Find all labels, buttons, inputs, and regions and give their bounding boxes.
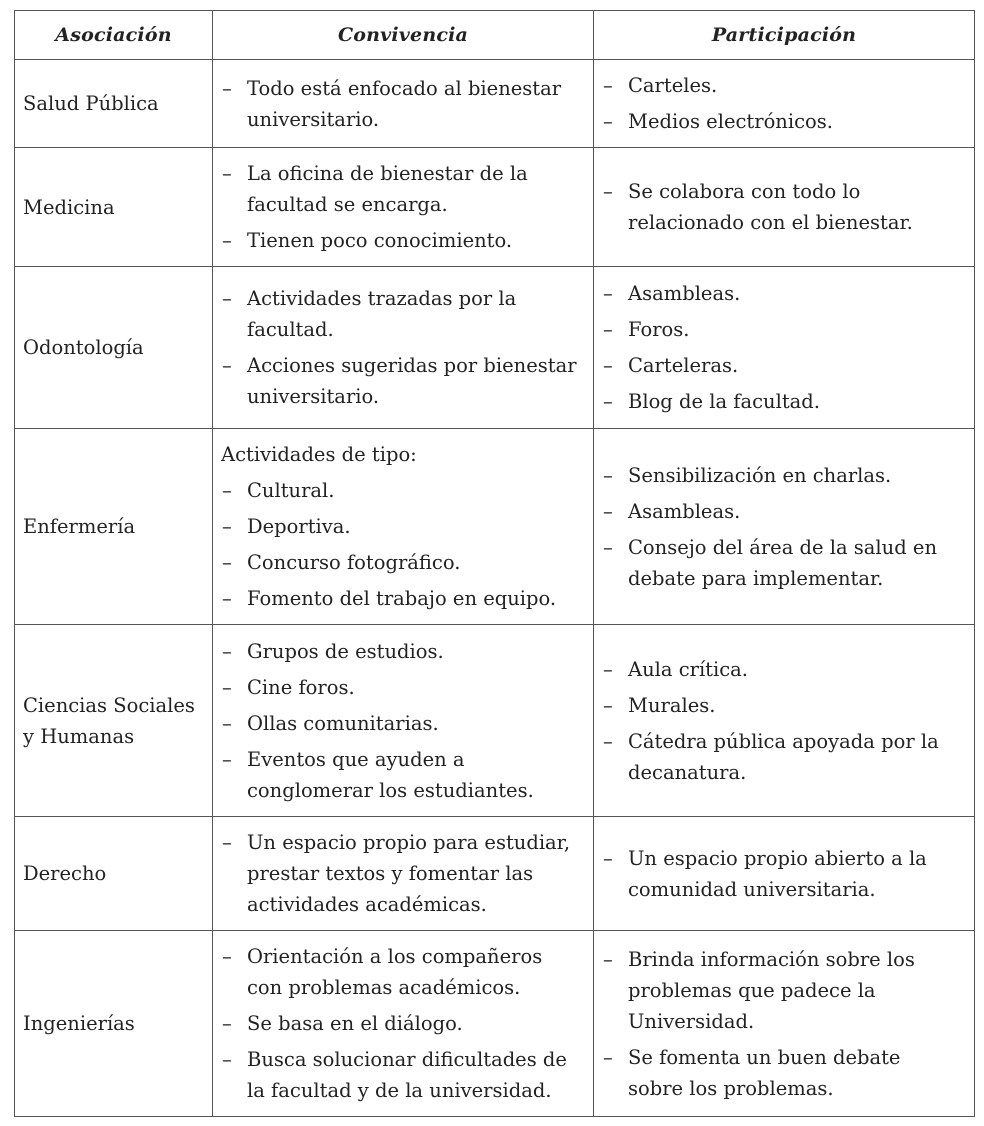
associations-table bbox=[14, 10, 975, 1117]
table-header-row bbox=[15, 11, 975, 60]
list-item: – Carteles. bbox=[602, 70, 960, 101]
participacion-list bbox=[602, 176, 960, 238]
participacion-list bbox=[602, 944, 960, 1104]
asociacion-cell: Ciencias Sociales y Humanas bbox=[15, 625, 213, 817]
list-item: – Un espacio propio abierto a la comunidad universitaria. bbox=[602, 843, 960, 905]
list-item: – Grupos de estudios. bbox=[221, 636, 579, 667]
list-item: – Actividades trazadas por la facultad. bbox=[221, 283, 579, 345]
convivencia-cell bbox=[213, 817, 594, 931]
participacion-cell bbox=[594, 60, 975, 148]
asociacion-cell: Enfermería bbox=[15, 429, 213, 625]
convivencia-list bbox=[221, 73, 579, 135]
convivencia-cell bbox=[213, 60, 594, 148]
participacion-cell bbox=[594, 429, 975, 625]
list-item: – Brinda información sobre los problemas que padece la Universidad. bbox=[602, 944, 960, 1037]
header-asociacion: Asociación bbox=[15, 11, 213, 60]
list-item: – Cultural. bbox=[221, 475, 579, 506]
list-item: – Foros. bbox=[602, 314, 960, 345]
participacion-list bbox=[602, 70, 960, 137]
table-row bbox=[15, 931, 975, 1117]
participacion-cell bbox=[594, 625, 975, 817]
list-item: – Murales. bbox=[602, 690, 960, 721]
convivencia-cell bbox=[213, 931, 594, 1117]
list-item: – Eventos que ayuden a conglomerar los estudiantes. bbox=[221, 744, 579, 806]
participacion-cell bbox=[594, 267, 975, 429]
table-row bbox=[15, 267, 975, 429]
convivencia-list bbox=[221, 827, 579, 920]
convivencia-cell bbox=[213, 625, 594, 817]
convivencia-list bbox=[221, 941, 579, 1106]
list-item: – La oficina de bienestar de la facultad se encarga. bbox=[221, 158, 579, 220]
table-row bbox=[15, 60, 975, 148]
participacion-list bbox=[602, 278, 960, 417]
list-item: – Consejo del área de la salud en debate para implementar. bbox=[602, 532, 960, 594]
convivencia-list bbox=[221, 475, 579, 614]
header-convivencia: Convivencia bbox=[213, 11, 594, 60]
convivencia-list bbox=[221, 158, 579, 256]
participacion-cell bbox=[594, 817, 975, 931]
list-item: – Aula crítica. bbox=[602, 654, 960, 685]
list-item: – Cine foros. bbox=[221, 672, 579, 703]
list-item: – Asambleas. bbox=[602, 496, 960, 527]
table-row bbox=[15, 625, 975, 817]
asociacion-cell: Medicina bbox=[15, 148, 213, 267]
list-item: – Un espacio propio para estudiar, prestar textos y fomentar las actividades académicas. bbox=[221, 827, 579, 920]
convivencia-cell bbox=[213, 148, 594, 267]
convivencia-list bbox=[221, 283, 579, 412]
participacion-cell bbox=[594, 931, 975, 1117]
list-item: – Medios electrónicos. bbox=[602, 106, 960, 137]
list-item: – Sensibilización en charlas. bbox=[602, 460, 960, 491]
asociacion-cell: Ingenierías bbox=[15, 931, 213, 1117]
list-item: – Fomento del trabajo en equipo. bbox=[221, 583, 579, 614]
list-item: – Orientación a los compañeros con problemas académicos. bbox=[221, 941, 579, 1003]
convivencia-cell bbox=[213, 267, 594, 429]
convivencia-intro: Actividades de tipo: bbox=[221, 443, 417, 466]
table-row bbox=[15, 148, 975, 267]
list-item: – Todo está enfocado al bienestar universitario. bbox=[221, 73, 579, 135]
associations-table-container bbox=[14, 10, 974, 1117]
header-participacion: Participación bbox=[594, 11, 975, 60]
list-item: – Acciones sugeridas por bienestar universitario. bbox=[221, 350, 579, 412]
convivencia-list bbox=[221, 636, 579, 806]
convivencia-cell bbox=[213, 429, 594, 625]
asociacion-cell: Salud Pública bbox=[15, 60, 213, 148]
list-item: – Carteleras. bbox=[602, 350, 960, 381]
list-item: – Blog de la facultad. bbox=[602, 386, 960, 417]
asociacion-cell: Odontología bbox=[15, 267, 213, 429]
list-item: – Cátedra pública apoyada por la decanatura. bbox=[602, 726, 960, 788]
participacion-cell bbox=[594, 148, 975, 267]
list-item: – Concurso fotográfico. bbox=[221, 547, 579, 578]
participacion-list bbox=[602, 460, 960, 594]
list-item: – Tienen poco conocimiento. bbox=[221, 225, 579, 256]
table-row bbox=[15, 429, 975, 625]
list-item: – Se basa en el diálogo. bbox=[221, 1008, 579, 1039]
list-item: – Ollas comunitarias. bbox=[221, 708, 579, 739]
list-item: – Se colabora con todo lo relacionado con el bienestar. bbox=[602, 176, 960, 238]
participacion-list bbox=[602, 843, 960, 905]
list-item: – Deportiva. bbox=[221, 511, 579, 542]
list-item: – Se fomenta un buen debate sobre los problemas. bbox=[602, 1042, 960, 1104]
table-row bbox=[15, 817, 975, 931]
list-item: – Asambleas. bbox=[602, 278, 960, 309]
list-item: – Busca solucionar dificultades de la facultad y de la universidad. bbox=[221, 1044, 579, 1106]
asociacion-cell: Derecho bbox=[15, 817, 213, 931]
participacion-list bbox=[602, 654, 960, 788]
table-body bbox=[15, 60, 975, 1117]
